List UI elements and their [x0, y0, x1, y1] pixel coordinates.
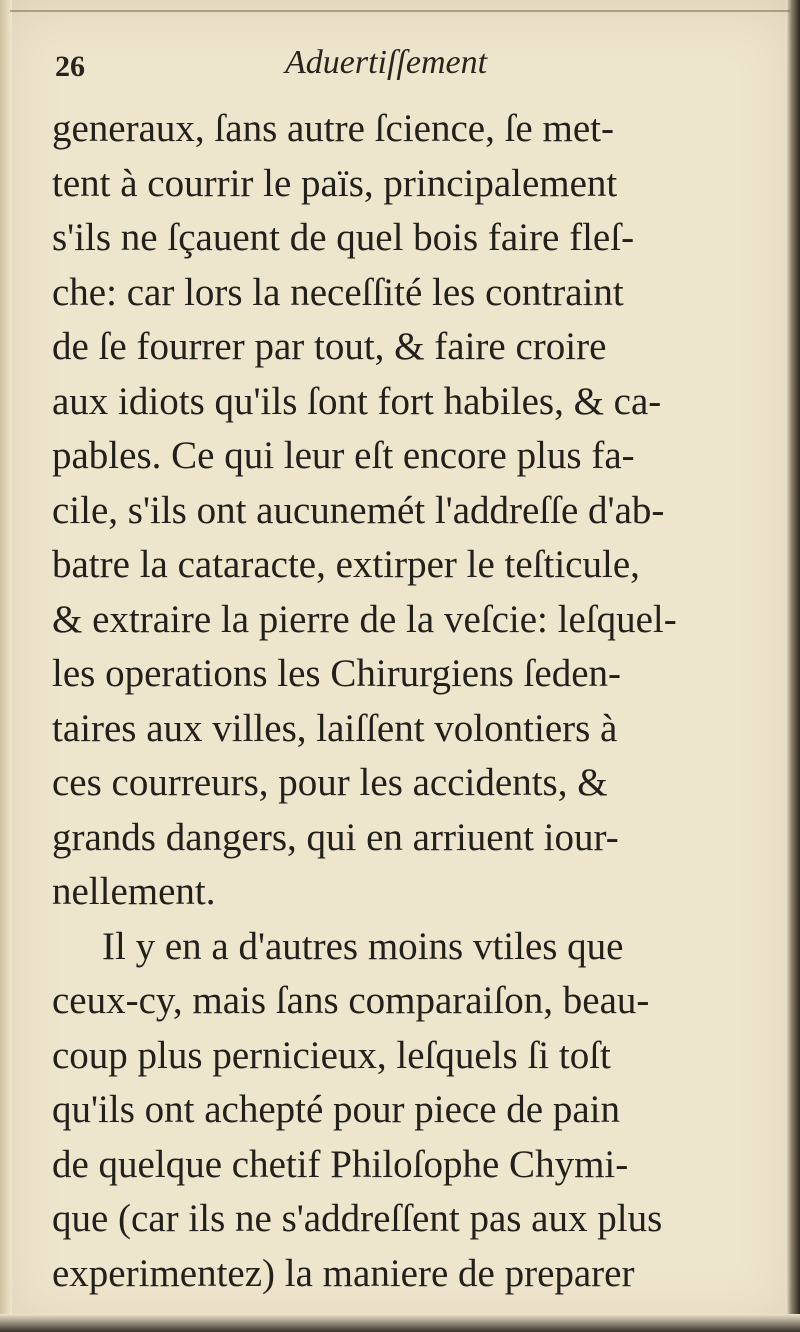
- text-line: aux idiots qu'ils ſont fort habiles, & ca-: [52, 379, 662, 423]
- text-line: coup plus pernicieux, leſquels ſi toſt: [52, 1033, 611, 1077]
- text-line: nellement.: [52, 870, 216, 913]
- text-line: generaux, ſans autre ſcience, ſe met-: [52, 107, 614, 150]
- text-line: de ſe fourrer par tout, & faire croire: [52, 325, 607, 368]
- text-line: pables. Ce qui leur eſt encore plus fa-: [52, 434, 635, 477]
- running-head: Aduertiſſement: [285, 44, 488, 81]
- text-line: taires aux villes, laiſſent volontiers à: [52, 706, 618, 750]
- text-line: ces courreurs, pour les accidents, &: [52, 761, 608, 804]
- text-line: s'ils ne ſçauent de quel bois faire fleſ-: [52, 216, 635, 259]
- text-line: de quelque chetif Philoſophe Chymi-: [52, 1142, 629, 1186]
- text-line: les operations les Chirurgiens ſeden-: [52, 652, 621, 695]
- page-bottom-edge: [0, 1314, 800, 1332]
- text-line: che: car lors la neceſſité les contraint: [52, 270, 624, 314]
- text-line: Il y en a d'autres moins vtiles que: [102, 924, 624, 968]
- page-right-edge: [786, 0, 800, 1332]
- page-number: 26: [55, 50, 85, 83]
- paragraph-2: [52, 920, 712, 1302]
- text-line: & extraire la pierre de la veſcie: leſquel-: [52, 597, 677, 641]
- paragraph-1: [52, 102, 712, 920]
- text-line: ceux-cy, mais ſans comparaiſon, beau-: [52, 979, 650, 1022]
- text-line: batre la cataracte, extirper le teſticule,: [52, 543, 640, 586]
- body-text: [52, 102, 712, 1301]
- text-line: cile, s'ils ont aucunemét l'addreſſe d'ab-: [52, 488, 665, 532]
- top-rule: [10, 10, 790, 12]
- text-line: experimentez) la maniere de preparer: [52, 1251, 635, 1295]
- text-line: grands dangers, qui en arriuent iour-: [52, 815, 619, 859]
- text-line: que (car ils ne s'addreſſent pas aux plus: [52, 1197, 663, 1240]
- text-line: tent à courrir le païs, principalement: [52, 161, 618, 205]
- page-left-shadow: [0, 0, 12, 1332]
- text-line: qu'ils ont achepté pour piece de pain: [52, 1088, 620, 1131]
